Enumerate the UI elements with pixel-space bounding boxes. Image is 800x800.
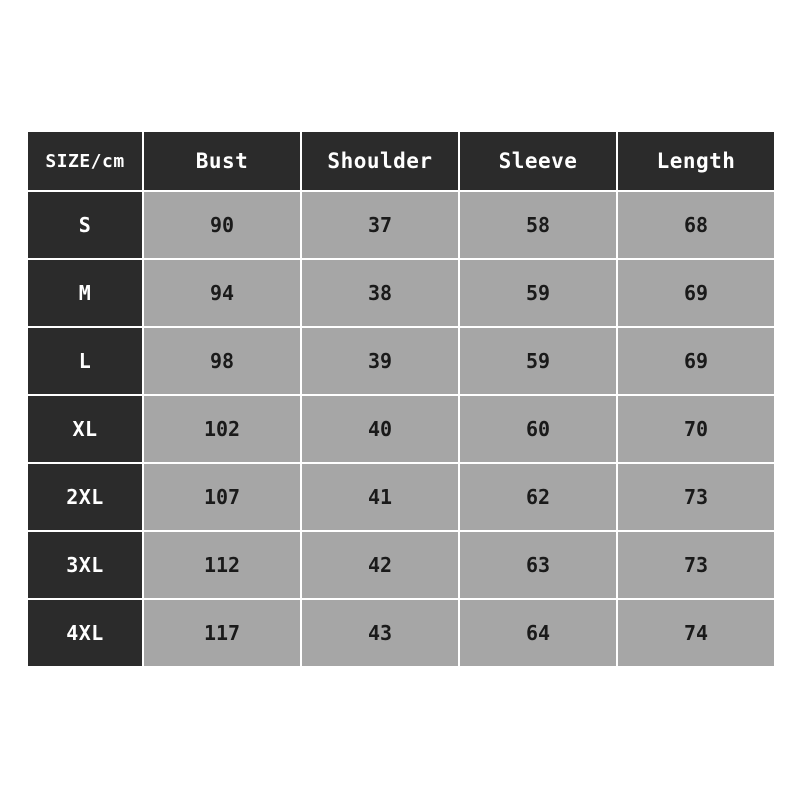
cell-bust: 107 [143, 463, 301, 531]
cell-shoulder: 39 [301, 327, 459, 395]
column-header-shoulder: Shoulder [301, 131, 459, 191]
table-row [27, 463, 775, 531]
cell-length: 69 [617, 259, 775, 327]
header-row [27, 131, 775, 191]
cell-bust: 102 [143, 395, 301, 463]
cell-length: 73 [617, 531, 775, 599]
table-header [27, 131, 775, 191]
cell-sleeve: 62 [459, 463, 617, 531]
column-header-bust: Bust [143, 131, 301, 191]
cell-length: 68 [617, 191, 775, 259]
cell-bust: 90 [143, 191, 301, 259]
cell-length: 74 [617, 599, 775, 667]
row-size-label: 2XL [27, 463, 143, 531]
table-row [27, 327, 775, 395]
column-header-length: Length [617, 131, 775, 191]
row-size-label: 4XL [27, 599, 143, 667]
row-size-label: M [27, 259, 143, 327]
table-row [27, 191, 775, 259]
cell-sleeve: 64 [459, 599, 617, 667]
cell-shoulder: 43 [301, 599, 459, 667]
size-chart-table [26, 130, 776, 668]
cell-bust: 94 [143, 259, 301, 327]
cell-sleeve: 58 [459, 191, 617, 259]
cell-length: 69 [617, 327, 775, 395]
cell-bust: 112 [143, 531, 301, 599]
cell-shoulder: 38 [301, 259, 459, 327]
cell-bust: 98 [143, 327, 301, 395]
table-row [27, 599, 775, 667]
table-row [27, 259, 775, 327]
row-size-label: S [27, 191, 143, 259]
table-body [27, 191, 775, 667]
table-row [27, 395, 775, 463]
cell-shoulder: 37 [301, 191, 459, 259]
cell-shoulder: 40 [301, 395, 459, 463]
column-header-size: SIZE/cm [27, 131, 143, 191]
column-header-sleeve: Sleeve [459, 131, 617, 191]
row-size-label: XL [27, 395, 143, 463]
cell-shoulder: 42 [301, 531, 459, 599]
cell-sleeve: 60 [459, 395, 617, 463]
cell-bust: 117 [143, 599, 301, 667]
cell-length: 73 [617, 463, 775, 531]
cell-sleeve: 63 [459, 531, 617, 599]
row-size-label: 3XL [27, 531, 143, 599]
cell-length: 70 [617, 395, 775, 463]
cell-shoulder: 41 [301, 463, 459, 531]
cell-sleeve: 59 [459, 259, 617, 327]
table-row [27, 531, 775, 599]
row-size-label: L [27, 327, 143, 395]
cell-sleeve: 59 [459, 327, 617, 395]
